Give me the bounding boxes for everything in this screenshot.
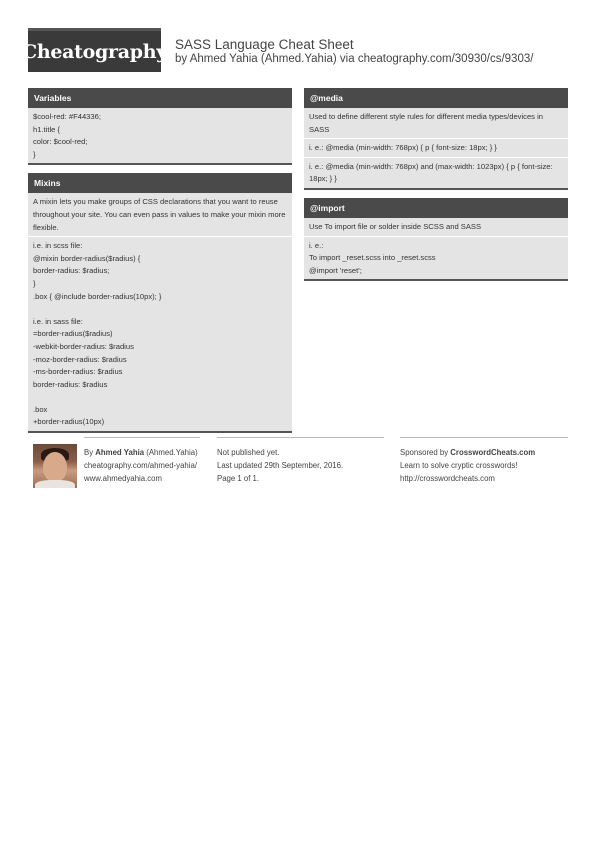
row-line: border-radius: $radius; (33, 266, 110, 276)
section-row (304, 158, 568, 190)
row-line: i. e.: @media (min-width: 768px) { p { font-size: 18px; } } (309, 143, 497, 153)
author-avatar (33, 444, 77, 488)
section-heading: @import (304, 198, 568, 218)
row-line: -webkit-border-radius: $radius (33, 341, 134, 351)
row-line: h1.title { (33, 124, 61, 134)
section-row (28, 193, 292, 237)
section-heading: @media (304, 88, 568, 108)
author-name[interactable]: Ahmed Yahia (95, 448, 145, 457)
author-info (84, 446, 198, 485)
footer-divider (400, 437, 568, 438)
row-line: } (33, 149, 36, 159)
section-media (304, 88, 568, 190)
footer-divider (84, 437, 200, 438)
last-updated: Last updated 29th September, 2016. (217, 461, 344, 470)
section-row (28, 237, 292, 433)
row-line: -moz-border-radius: $radius (33, 354, 127, 364)
page-number: Page 1 of 1. (217, 474, 260, 483)
section-row (304, 139, 568, 158)
page-subtitle: by Ahmed Yahia (Ahmed.Yahia) via cheatography.com/30930/cs/9303/ (175, 53, 534, 65)
sponsor-link[interactable]: http://crosswordcheats.com (400, 474, 495, 483)
author-website-link[interactable]: www.ahmedyahia.com (84, 474, 163, 483)
section-row (304, 237, 568, 282)
left-column (28, 88, 292, 441)
row-line: color: $cool-red; (33, 137, 88, 147)
section-import (304, 198, 568, 281)
sponsor-prefix: Sponsored by (400, 448, 451, 457)
row-line (33, 391, 287, 404)
row-line: i. e.: (309, 240, 324, 250)
row-line: A mixin lets you make groups of CSS declarations that you want to reuse throughout your site. You can even pass in values to make your mixin more flexible. (33, 197, 288, 232)
sponsor-name[interactable]: CrosswordCheats.com (450, 448, 536, 457)
right-column (304, 88, 568, 289)
row-line: To import _reset.scss into _reset.scss (309, 253, 436, 263)
author-handle: (Ahmed.Yahia) (144, 448, 198, 457)
row-line: @mixin border-radius($radius) { (33, 253, 141, 263)
cheatography-logo[interactable]: Cheatography (28, 28, 161, 72)
section-heading: Mixins (28, 173, 292, 193)
sponsor-info (400, 446, 535, 485)
published-status: Not published yet. (217, 448, 280, 457)
section-row (304, 218, 568, 237)
author-prefix: By (84, 448, 96, 457)
footer-divider (217, 437, 384, 438)
row-line: i.e. in sass file: (33, 316, 83, 326)
section-variables (28, 88, 292, 165)
row-line: -ms-border-radius: $radius (33, 367, 123, 377)
row-line: Used to define different style rules for different media types/devices in SASS (309, 112, 546, 134)
section-mixins (28, 173, 292, 433)
row-line: } (33, 278, 36, 288)
section-heading: Variables (28, 88, 292, 108)
publish-info (217, 446, 343, 485)
row-line: i.e. in scss file: (33, 241, 83, 251)
author-profile-link[interactable]: cheatography.com/ahmed-yahia/ (84, 461, 197, 470)
row-line: i. e.: @media (min-width: 768px) and (max-width: 1023px) { p { font-size: 18px; } } (309, 161, 555, 184)
sponsor-tagline: Learn to solve cryptic crosswords! (400, 461, 518, 470)
section-row (28, 108, 292, 165)
row-line (33, 303, 287, 316)
row-line: @import 'reset'; (309, 265, 362, 275)
row-line: Use To import file or solder inside SCSS and SASS (309, 221, 482, 231)
section-row (304, 108, 568, 139)
row-line: border-radius: $radius (33, 379, 108, 389)
row-line: +border-radius(10px) (33, 417, 105, 427)
row-line: =border-radius($radius) (33, 329, 113, 339)
row-line: .box { @include border-radius(10px); } (33, 291, 162, 301)
row-line: $cool-red: #F44336; (33, 112, 101, 121)
page-title: SASS Language Cheat Sheet (175, 37, 354, 52)
row-line: .box (33, 404, 48, 414)
